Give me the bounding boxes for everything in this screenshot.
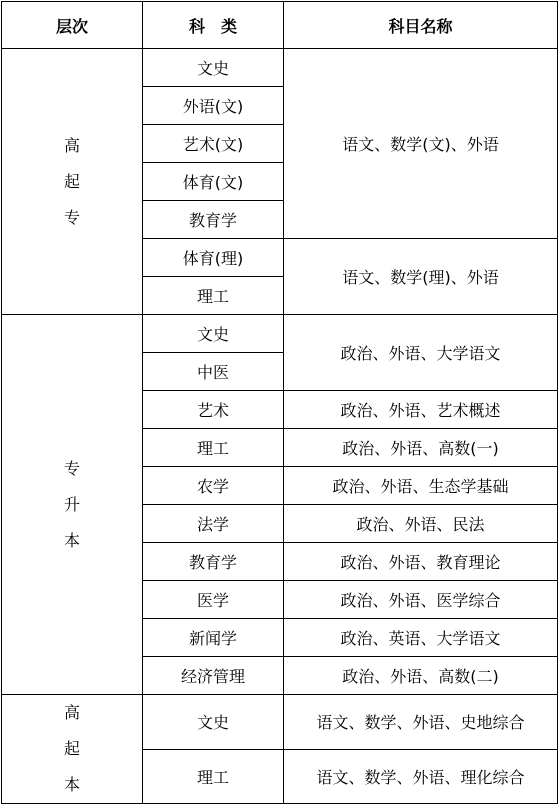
category-cell: 中医 xyxy=(143,353,284,391)
subjects-cell: 政治、英语、大学语文 xyxy=(284,619,558,657)
subjects-cell: 语文、数学、外语、史地综合 xyxy=(284,695,558,750)
category-cell: 经济管理 xyxy=(143,657,284,695)
category-cell: 法学 xyxy=(143,505,284,543)
category-cell: 体育(文) xyxy=(143,163,284,201)
header-subjects: 科目名称 xyxy=(284,2,558,49)
category-cell: 文史 xyxy=(143,49,284,87)
category-cell: 文史 xyxy=(143,695,284,750)
header-category: 科 类 xyxy=(143,2,284,49)
level-cell-gqb: 高起本 xyxy=(2,695,143,804)
table-row xyxy=(2,315,558,353)
level-cell-gqz: 高起专 xyxy=(2,49,143,315)
category-cell: 医学 xyxy=(143,581,284,619)
subjects-cell: 政治、外语、医学综合 xyxy=(284,581,558,619)
subjects-cell: 政治、外语、生态学基础 xyxy=(284,467,558,505)
category-cell: 理工 xyxy=(143,429,284,467)
category-cell: 艺术(文) xyxy=(143,125,284,163)
subjects-cell: 语文、数学(文)、外语 xyxy=(284,49,558,239)
category-cell: 艺术 xyxy=(143,391,284,429)
level-cell-zsb: 专升本 xyxy=(2,315,143,695)
category-cell: 教育学 xyxy=(143,543,284,581)
subjects-cell: 政治、外语、教育理论 xyxy=(284,543,558,581)
exam-subjects-table xyxy=(1,1,558,804)
subjects-cell: 政治、外语、高数(一) xyxy=(284,429,558,467)
table-row xyxy=(2,695,558,750)
category-cell: 农学 xyxy=(143,467,284,505)
category-cell: 文史 xyxy=(143,315,284,353)
category-cell: 理工 xyxy=(143,749,284,804)
subjects-cell: 政治、外语、民法 xyxy=(284,505,558,543)
header-level: 层次 xyxy=(2,2,143,49)
subjects-cell: 政治、外语、大学语文 xyxy=(284,315,558,391)
category-cell: 体育(理) xyxy=(143,239,284,277)
subjects-cell: 政治、外语、艺术概述 xyxy=(284,391,558,429)
table-row xyxy=(2,49,558,87)
category-cell: 理工 xyxy=(143,277,284,315)
subjects-cell: 政治、外语、高数(二) xyxy=(284,657,558,695)
category-cell: 教育学 xyxy=(143,201,284,239)
category-cell: 外语(文) xyxy=(143,87,284,125)
subjects-cell: 语文、数学(理)、外语 xyxy=(284,239,558,315)
category-cell: 新闻学 xyxy=(143,619,284,657)
header-row xyxy=(2,2,558,49)
subjects-cell: 语文、数学、外语、理化综合 xyxy=(284,749,558,804)
